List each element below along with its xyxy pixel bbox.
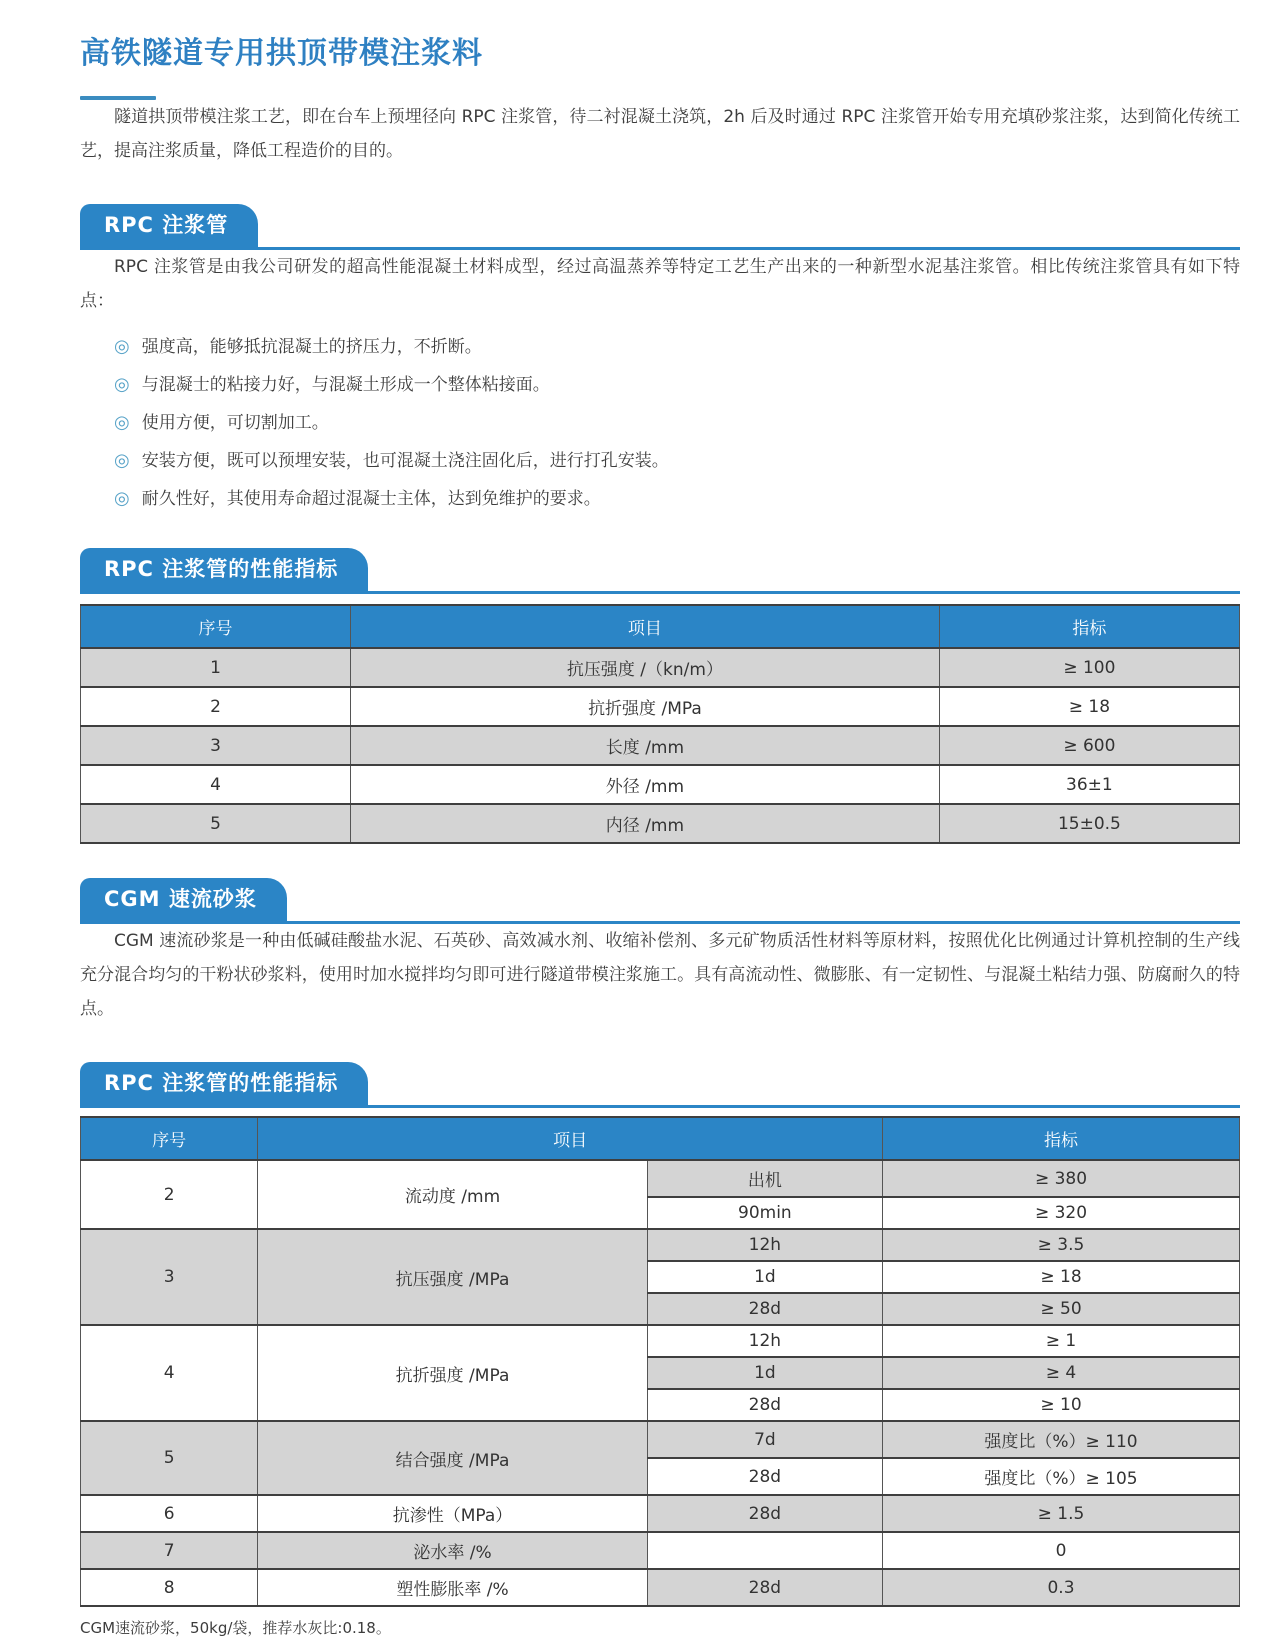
section-header-cgm [80, 878, 1240, 924]
table-cell-item: 抗渗性（MPa） [258, 1495, 647, 1532]
list-item-text: 耐久性好，其使用寿命超过混凝士主体，达到免维护的要求。 [141, 489, 601, 509]
section-header-rpc-table [80, 548, 1240, 594]
table-row [81, 648, 1240, 687]
table-cell: ≥ 600 [939, 726, 1239, 765]
table-cell-value: 强度比（%）≥ 105 [883, 1458, 1240, 1495]
table-cell: ≥ 100 [939, 648, 1239, 687]
table-cell-value: ≥ 10 [883, 1389, 1240, 1421]
list-item [114, 480, 1240, 518]
table-header-row [81, 1117, 1240, 1160]
column-header: 项目 [351, 605, 940, 648]
table-cell-value: 0.3 [883, 1569, 1240, 1606]
table-cell-value: ≥ 1.5 [883, 1495, 1240, 1532]
table-row [81, 1325, 1240, 1357]
table-row [81, 726, 1240, 765]
table-row [81, 1532, 1240, 1569]
table-cell: 抗压强度 /（kn/m） [351, 648, 940, 687]
table-row [81, 1160, 1240, 1197]
table-cell-condition [647, 1532, 882, 1569]
table-row [81, 1229, 1240, 1261]
table-cell-value: ≥ 380 [883, 1160, 1240, 1197]
list-item [114, 328, 1240, 366]
table-row [81, 687, 1240, 726]
table-cell-condition: 28d [647, 1495, 882, 1532]
page-title: 高铁隧道专用拱顶带模注浆料 [80, 36, 483, 71]
table-cell-no: 4 [81, 1325, 258, 1421]
section-header-rpc-pipe [80, 204, 1240, 250]
table-row [81, 804, 1240, 843]
table-cell-no: 7 [81, 1532, 258, 1569]
table-row [81, 1569, 1240, 1606]
list-item [114, 442, 1240, 480]
table-cell-condition: 12h [647, 1325, 882, 1357]
table-cell-value: ≥ 3.5 [883, 1229, 1240, 1261]
table-cell-condition: 7d [647, 1421, 882, 1458]
section-heading-cgm: CGM 速流砂浆 [80, 878, 287, 921]
double-circle-bullet-icon: ◎ [114, 412, 130, 433]
table-cell-item: 抗压强度 /MPa [258, 1229, 647, 1325]
table-row [81, 1421, 1240, 1458]
section-heading-rpc-pipe: RPC 注浆管 [80, 204, 258, 247]
table-cell-condition: 12h [647, 1229, 882, 1261]
section-heading-rpc-table: RPC 注浆管的性能指标 [80, 548, 368, 591]
list-item-text: 使用方便，可切割加工。 [141, 413, 329, 433]
double-circle-bullet-icon: ◎ [114, 374, 130, 395]
table-cell-condition: 90min [647, 1197, 882, 1229]
table-cell: 36±1 [939, 765, 1239, 804]
column-header: 序号 [81, 1117, 258, 1160]
table-cell-condition: 28d [647, 1293, 882, 1325]
table-cell-condition: 1d [647, 1261, 882, 1293]
table-cell-no: 3 [81, 1229, 258, 1325]
table-cell: 15±0.5 [939, 804, 1239, 843]
table-cell: 3 [81, 726, 351, 765]
cgm-description: CGM 速流砂浆是一种由低碱硅酸盐水泥、石英砂、高效减水剂、收缩补偿剂、多元矿物质活性材料等原材料，按照优化比例通过计算机控制的生产线充分混合均匀的干粉状砂浆料，使用时加水搅拌均匀即可进行隧道带模注浆施工。具有高流动性、微膨胀、有一定韧性、与混凝土粘结力强、防腐耐久的特点。 [80, 931, 1240, 1019]
table-row [81, 1495, 1240, 1532]
table-cell-value: ≥ 4 [883, 1357, 1240, 1389]
table-row [81, 765, 1240, 804]
table-cell-no: 8 [81, 1569, 258, 1606]
table-cell: 4 [81, 765, 351, 804]
table-cell-condition: 28d [647, 1569, 882, 1606]
table-cell: 抗折强度 /MPa [351, 687, 940, 726]
column-header: 指标 [883, 1117, 1240, 1160]
table-cell-item: 流动度 /mm [258, 1160, 647, 1229]
table-header-row [81, 605, 1240, 648]
double-circle-bullet-icon: ◎ [114, 336, 130, 357]
table-cell: 长度 /mm [351, 726, 940, 765]
table-cell-condition: 28d [647, 1389, 882, 1421]
rpc-pipe-description: RPC 注浆管是由我公司研发的超高性能混凝土材料成型，经过高温蒸养等特定工艺生产出来的一种新型水泥基注浆管。相比传统注浆管具有如下特点： [80, 257, 1240, 311]
table-cell-item: 塑性膨胀率 /% [258, 1569, 647, 1606]
table-cell-no: 2 [81, 1160, 258, 1229]
table-cell-condition: 出机 [647, 1160, 882, 1197]
table-cell-value: 0 [883, 1532, 1240, 1569]
table-cell-value: ≥ 18 [883, 1261, 1240, 1293]
footer-note: CGM速流砂浆，50kg/袋，推荐水灰比:0.18。 [80, 1619, 391, 1637]
table-cell-no: 6 [81, 1495, 258, 1532]
column-header: 序号 [81, 605, 351, 648]
list-item [114, 404, 1240, 442]
table-cell: 外径 /mm [351, 765, 940, 804]
list-item-text: 与混凝士的粘接力好，与混凝土形成一个整体粘接面。 [141, 375, 550, 395]
table-cell-value: 强度比（%）≥ 110 [883, 1421, 1240, 1458]
intro-paragraph: 隧道拱顶带模注浆工艺，即在台车上预埋径向 RPC 注浆管，待二衬混凝土浇筑，2h 后及时通过 RPC 注浆管开始专用充填砂浆注浆，达到简化传统工艺，提高注浆质量，降低工程造价的目的。 [80, 107, 1240, 161]
table-cell: 内径 /mm [351, 804, 940, 843]
table-cell: 5 [81, 804, 351, 843]
table-cell-item: 泌水率 /% [258, 1532, 647, 1569]
column-header: 指标 [939, 605, 1239, 648]
rpc-performance-table [80, 604, 1240, 844]
table-cell-condition: 28d [647, 1458, 882, 1495]
section-header-cgm-table [80, 1062, 1240, 1108]
table-cell: 1 [81, 648, 351, 687]
table-cell-value: ≥ 320 [883, 1197, 1240, 1229]
cgm-performance-table [80, 1116, 1240, 1607]
double-circle-bullet-icon: ◎ [114, 488, 130, 509]
table-cell: 2 [81, 687, 351, 726]
table-cell-item: 结合强度 /MPa [258, 1421, 647, 1495]
table-cell-value: ≥ 1 [883, 1325, 1240, 1357]
table-cell: ≥ 18 [939, 687, 1239, 726]
list-item-text: 安装方便，既可以预埋安装，也可混凝土浇注固化后，进行打孔安装。 [141, 451, 669, 471]
table-cell-value: ≥ 50 [883, 1293, 1240, 1325]
table-cell-item: 抗折强度 /MPa [258, 1325, 647, 1421]
column-header: 项目 [258, 1117, 883, 1160]
table-cell-no: 5 [81, 1421, 258, 1495]
list-item-text: 强度高，能够抵抗混凝土的挤压力，不折断。 [141, 337, 482, 357]
table-cell-condition: 1d [647, 1357, 882, 1389]
list-item [114, 366, 1240, 404]
rpc-pipe-feature-list [80, 328, 1240, 518]
double-circle-bullet-icon: ◎ [114, 450, 130, 471]
section-heading-cgm-table: RPC 注浆管的性能指标 [80, 1062, 368, 1105]
